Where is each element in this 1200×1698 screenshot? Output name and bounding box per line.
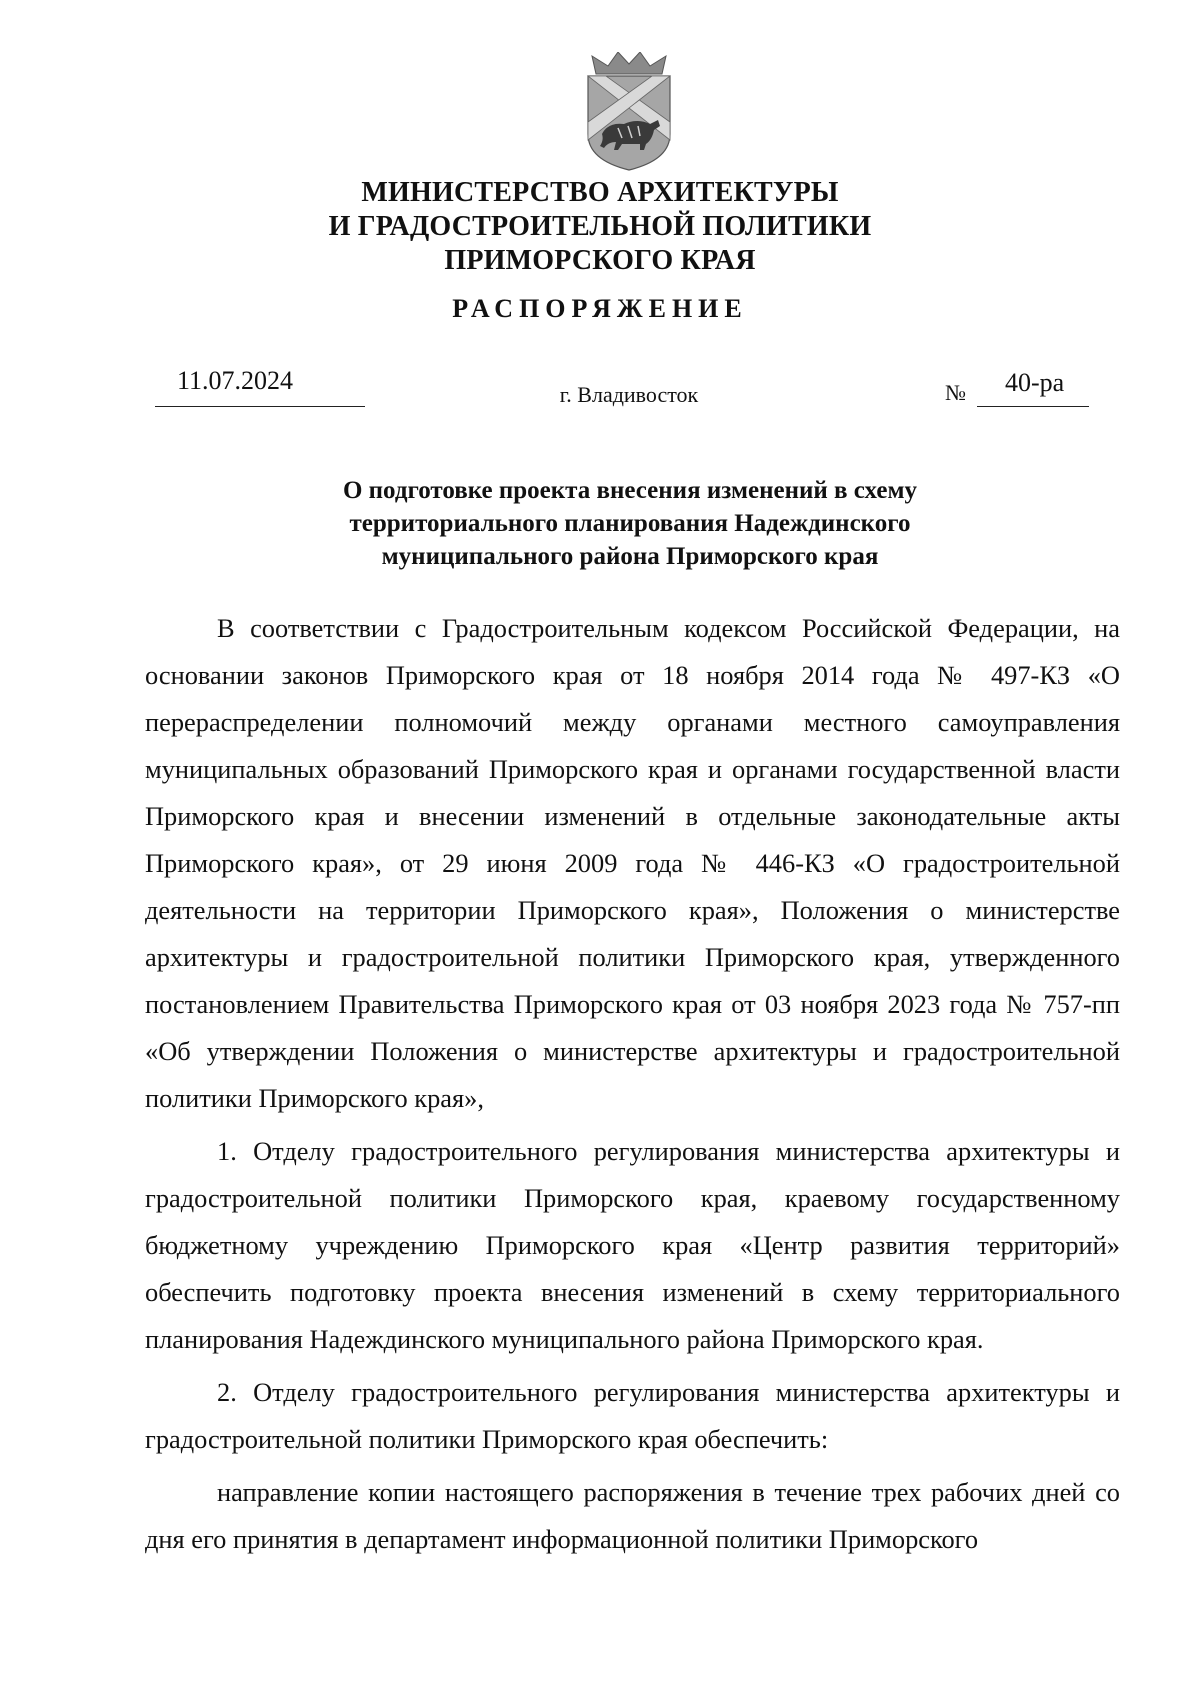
document-number: 40-ра	[977, 368, 1089, 407]
document-body	[145, 605, 1120, 1563]
ministry-name	[0, 176, 1200, 278]
document-subject	[0, 474, 1200, 573]
ministry-name-line: И ГРАДОСТРОИТЕЛЬНОЙ ПОЛИТИКИ	[328, 211, 872, 242]
subject-line: О подготовке проекта внесения изменений в схему	[342, 477, 918, 504]
document-date: 11.07.2024	[155, 366, 365, 407]
body-paragraph: В соответствии с Градостроительным кодексом Российской Федерации, на основании законов Приморского края от 18 ноября 2014 года № 497-КЗ «О перераспределении полномочий между органами местного самоуправления муниципальных образований Приморского края и органами государственной власти Приморского края и внесении изменений в отдельные законодательные акты Приморского края», от 29 июня 2009 года № 446-КЗ «О градостроительной деятельности на территории Приморского края», Положения о министерстве архитектуры и градостроительной политики Приморского края, утвержденного постановлением Правительства Приморского края от 03 ноября 2023 года № 757-пп «Об утверждении Положения о министерстве архитектуры и градостроительной политики Приморского края»,	[145, 613, 1120, 1113]
number-label: №	[945, 380, 966, 405]
subject-line: территориального планирования Надеждинского	[349, 510, 911, 537]
document-type: РАСПОРЯЖЕНИЕ	[452, 294, 748, 323]
body-paragraph: 1. Отделу градостроительного регулирования министерства архитектуры и градостроительной политики Приморского края, краевому государственному бюджетному учреждению Приморского края «Центр развития территорий» обеспечить подготовку проекта внесения изменений в схему территориального планирования Надеждинского муниципального района Приморского края.	[145, 1136, 1120, 1354]
subject-line: муниципального района Приморского края	[381, 543, 879, 570]
body-paragraph: направление копии настоящего распоряжения в течение трех рабочих дней со дня его принятия в департамент информационной политики Приморского	[145, 1477, 1120, 1554]
document-city: г. Владивосток	[559, 382, 699, 407]
body-paragraph: 2. Отделу градостроительного регулирования министерства архитектуры и градостроительной политики Приморского края обеспечить:	[145, 1377, 1120, 1454]
ministry-name-line: ПРИМОРСКОГО КРАЯ	[444, 245, 756, 276]
ministry-name-line: МИНИСТЕРСТВО АРХИТЕКТУРЫ	[361, 177, 839, 208]
coat-of-arms-icon	[578, 52, 680, 172]
